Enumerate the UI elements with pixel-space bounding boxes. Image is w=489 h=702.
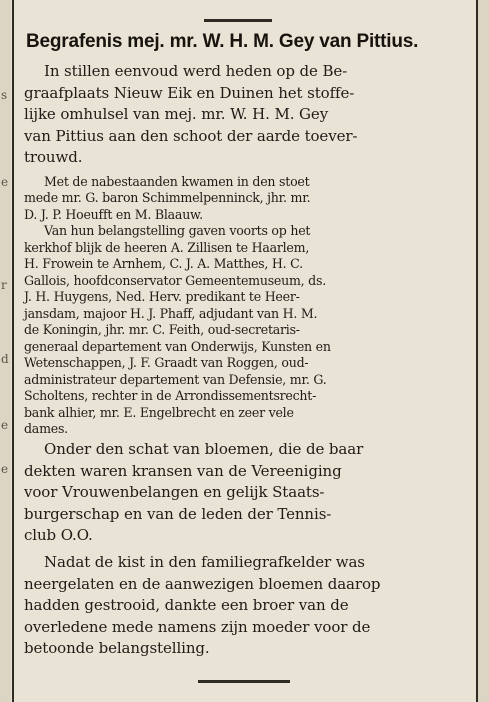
text-line: Scholtens, rechter in de Arrondissementsrecht- [24,388,317,404]
text-line: kerkhof blijk de heeren A. Zillisen te Haarlem, [24,239,310,255]
text-line: neergelaten en de aanwezigen bloemen daarop [24,574,381,593]
text-line: burgerschap en van de leden der Tennis- [24,504,332,523]
margin-fragment: s [1,88,8,102]
text-line: club O.O. [24,526,93,545]
text-line: dames. [24,421,68,437]
text-line: lijke omhulsel van mej. mr. W. H. M. Gey [24,105,329,124]
text-line: Met de nabestaanden kwamen in den stoet [44,173,310,189]
adjacent-column-strip-right [478,0,489,702]
text-line: Gallois, hoofdconservator Gemeentemuseum, ds. [24,272,326,288]
paragraph [24,174,470,224]
text-line: trouwd. [24,148,83,167]
text-line: hadden gestrooid, dankte een broer van de [24,596,349,615]
text-line: J. H. Huygens, Ned. Herv. predikant te Heer- [24,289,300,305]
text-line: dekten waren kransen van de Vereeniging [24,461,342,480]
text-line: de Koningin, jhr. mr. C. Feith, oud-secretaris- [24,322,300,338]
bottom-separator-rule [198,680,290,683]
headline: Begrafenis mej. mr. W. H. M. Gey van Pittius. [26,31,419,52]
text-line: In stillen eenvoud werd heden op de Be- [44,62,348,80]
text-line: administrateur departement van Defensie, mr. G. [24,371,327,387]
text-line: voor Vrouwenbelangen en gelijk Staats- [24,483,325,502]
text-line: bank alhier, mr. E. Engelbrecht en zeer vele [24,404,294,420]
paragraph [24,552,470,660]
adjacent-column-strip-left [0,0,11,702]
text-line: van Pittius aan den schoot der aarde toever- [24,126,358,145]
text-line: overledene mede namens zijn moeder voor de [24,617,371,636]
margin-fragment: e [1,462,9,476]
text-line: Van hun belangstelling gaven voorts op het [44,223,311,239]
paragraph [24,439,470,547]
paragraph [24,61,470,169]
article-body [24,61,470,660]
text-line: betoonde belangstelling. [24,639,210,658]
text-line: Nadat de kist in den familiegrafkelder was [44,552,365,571]
text-line: mede mr. G. baron Schimmelpenninck, jhr. mr. [24,190,311,206]
text-line: jansdam, majoor H. J. Phaff, adjudant van H. M. [24,305,318,321]
margin-fragment: e [1,175,9,189]
text-line: D. J. P. Hoeufft en M. Blaauw. [24,206,203,222]
margin-fragment: d [1,352,9,366]
paragraph [24,223,470,438]
text-line: generaal departement van Onderwijs, Kunsten en [24,338,331,354]
text-line: Wetenschappen, J. F. Graadt van Roggen, oud- [24,355,309,371]
column-rule-left [12,0,14,702]
margin-fragment: e [1,418,9,432]
top-separator-rule [204,19,272,22]
article [24,30,470,660]
text-line: Onder den schat van bloemen, die de baar [44,439,364,458]
text-line: graafplaats Nieuw Eik en Duinen het stoffe- [24,83,355,102]
margin-fragment: r [1,278,7,292]
text-line: H. Frowein te Arnhem, C. J. A. Matthes, H. C. [24,256,303,272]
